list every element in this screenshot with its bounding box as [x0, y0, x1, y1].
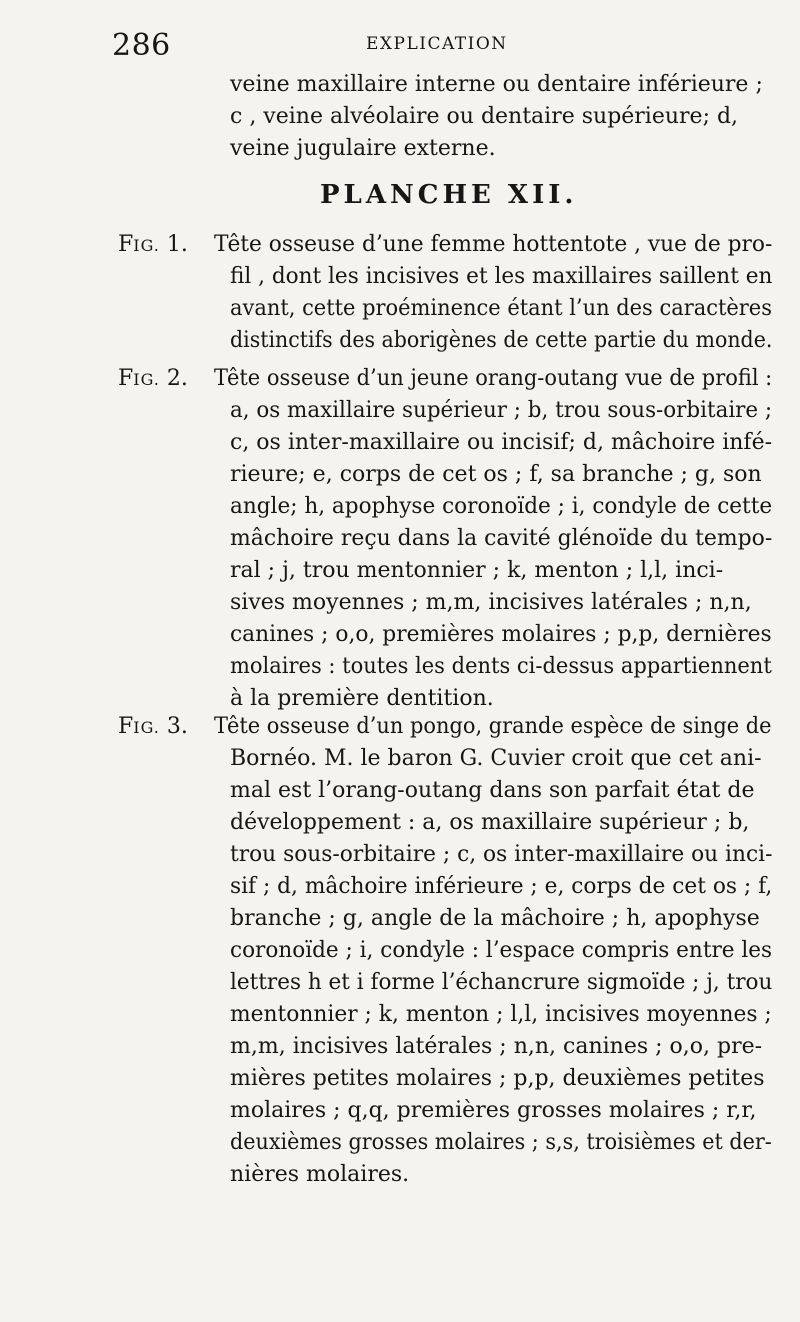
plate-title: PLANCHE XII.	[320, 180, 578, 210]
figure-2-line: sives moyennes ; m,m, incisives latérales ; n,n,	[230, 590, 752, 615]
fig-label-initial: F	[118, 232, 134, 257]
figure-3-line: m,m, incisives latérales ; n,n, canines ; o,o, pre-	[230, 1034, 763, 1059]
figure-3-line: coronoïde ; i, condyle : l’espace compris entre les	[230, 938, 773, 963]
figure-3-label	[118, 712, 188, 743]
figure-2-line: angle; h, apophyse coronoïde ; i, condyle de cette	[230, 494, 773, 519]
figure-3-line: deuxièmes grosses molaires ; s,s, troisièmes et der-	[230, 1130, 772, 1155]
figure-1-line: Tête osseuse d’une femme hottentote , vue de pro-	[214, 232, 773, 257]
figure-1-line: distinctifs des aborigènes de cette partie du monde.	[230, 328, 773, 353]
figure-3-line: développement : a, os maxillaire supérieur ; b,	[230, 810, 750, 835]
figure-2-line: mâchoire reçu dans la cavité glénoïde du tempo-	[230, 526, 773, 551]
figure-number: 2.	[166, 366, 188, 391]
figure-1-line: fil , dont les incisives et les maxillaires saillent en	[230, 264, 773, 289]
fig-label-rest: IG.	[133, 718, 160, 737]
figure-3-line: Bornéo. M. le baron G. Cuvier croit que cet ani-	[230, 746, 762, 771]
figure-1-label	[118, 230, 188, 261]
fig-label-initial: F	[118, 714, 134, 739]
figure-3-line: nières molaires.	[230, 1162, 410, 1187]
intro-line: c , veine alvéolaire ou dentaire supérieure; d,	[230, 104, 739, 129]
figure-3-line: branche ; g, angle de la mâchoire ; h, apophyse	[230, 906, 760, 931]
running-head: EXPLICATION	[366, 34, 508, 54]
figure-2-line: ral ; j, trou mentonnier ; k, menton ; l,l, inci-	[230, 558, 724, 583]
figure-3-line: lettres h et i forme l’échancrure sigmoïde ; j, trou	[230, 970, 773, 995]
figure-2-line: à la première dentition.	[230, 686, 494, 711]
figure-3-line: trou sous-orbitaire ; c, os inter-maxillaire ou inci-	[230, 842, 773, 867]
figure-number: 3.	[166, 714, 188, 739]
fig-label-rest: IG.	[133, 236, 160, 255]
fig-label-initial: F	[118, 366, 134, 391]
figure-2-line: rieure; e, corps de cet os ; f, sa branche ; g, son	[230, 462, 762, 487]
figure-1-line: avant, cette proéminence étant l’un des caractères	[230, 296, 772, 321]
page-number: 286	[112, 28, 171, 63]
figure-3-line: molaires ; q,q, premières grosses molaires ; r,r,	[230, 1098, 757, 1123]
figure-2-line: a, os maxillaire supérieur ; b, trou sous-orbitaire ;	[230, 398, 773, 423]
figure-3-line: sif ; d, mâchoire inférieure ; e, corps de cet os ; f,	[230, 874, 773, 899]
figure-2-line: canines ; o,o, premières molaires ; p,p, dernières	[230, 622, 772, 647]
figure-2-label	[118, 364, 188, 395]
figure-3-line: mentonnier ; k, menton ; l,l, incisives moyennes ;	[230, 1002, 772, 1027]
figure-3-line: Tête osseuse d’un pongo, grande espèce de singe de	[214, 714, 772, 739]
figure-2-line: molaires : toutes les dents ci-dessus appartiennent	[230, 654, 772, 679]
figure-2-line: Tête osseuse d’un jeune orang-outang vue de profil :	[214, 366, 773, 391]
figure-3-line: mal est l’orang-outang dans son parfait état de	[230, 778, 755, 803]
figure-2-line: c, os inter-maxillaire ou incisif; d, mâchoire infé-	[230, 430, 773, 455]
fig-label-rest: IG.	[133, 370, 160, 389]
figure-number: 1.	[166, 232, 188, 257]
intro-line: veine jugulaire externe.	[230, 136, 496, 161]
intro-line: veine maxillaire interne ou dentaire inférieure ;	[230, 72, 763, 97]
figure-3-line: mières petites molaires ; p,p, deuxièmes petites	[230, 1066, 765, 1091]
